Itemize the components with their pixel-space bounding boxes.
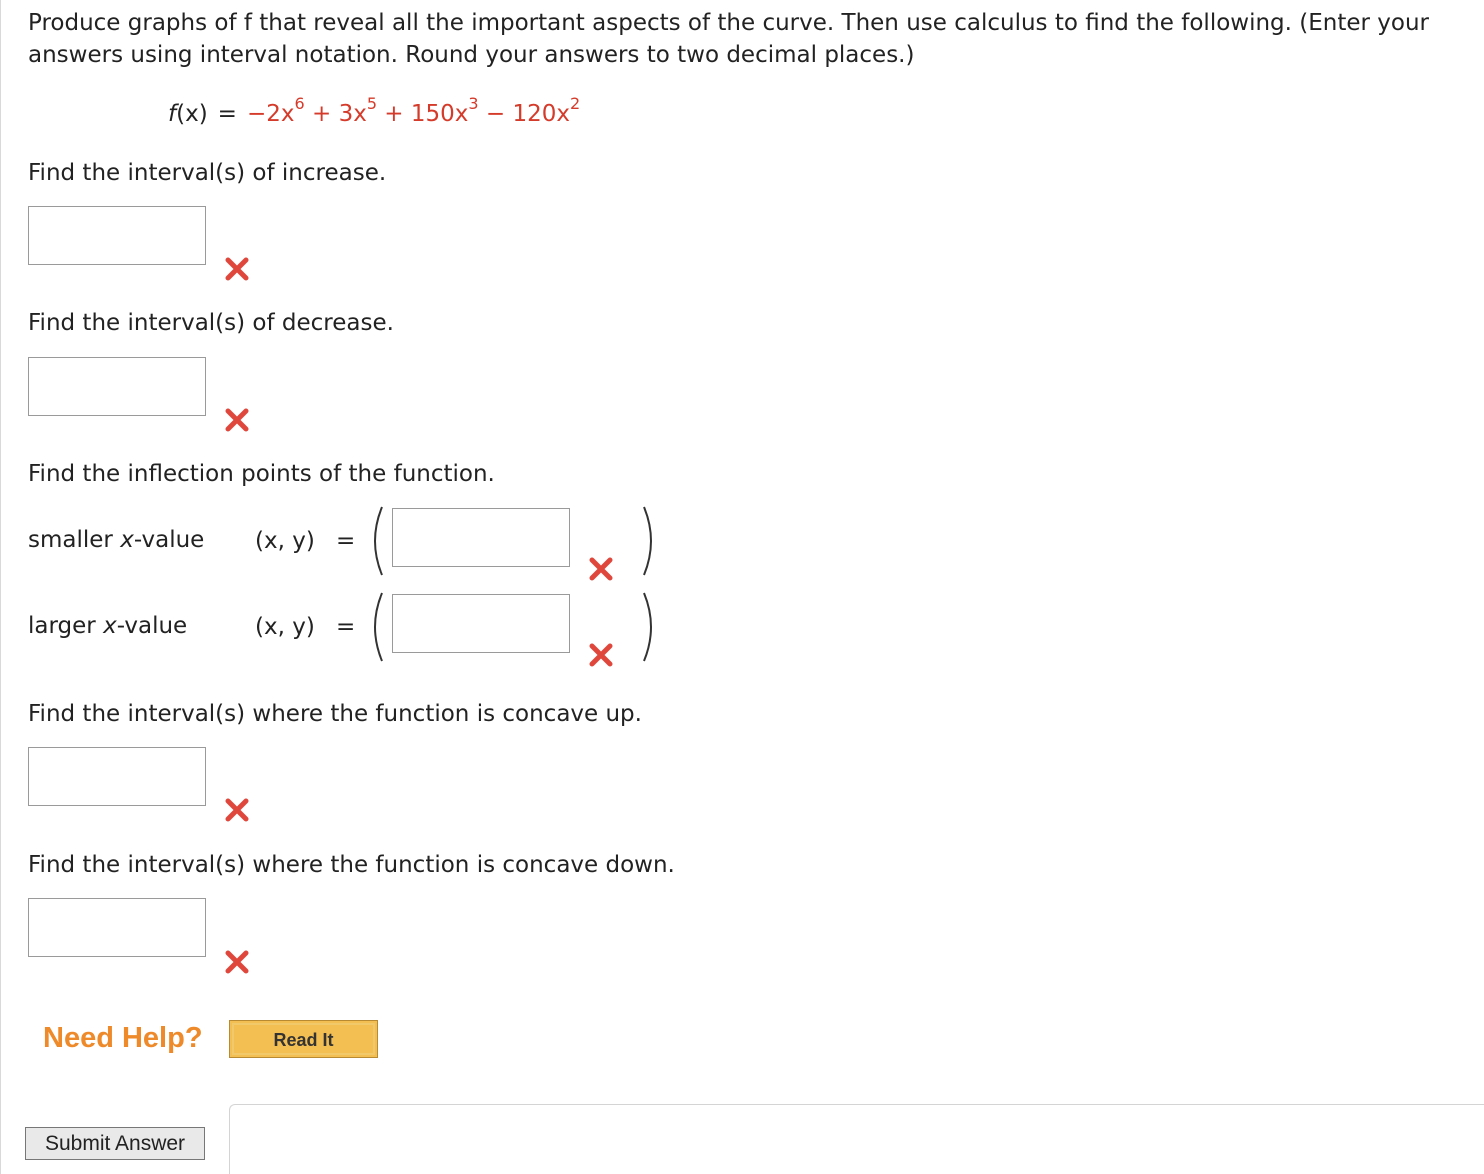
red-x-icon	[588, 557, 614, 581]
left-paren-icon	[366, 591, 386, 663]
right-paren-icon	[640, 591, 660, 663]
decrease-input[interactable]	[29, 358, 205, 415]
larger-equals: =	[336, 614, 356, 640]
formula-lhs: f(x)	[168, 101, 208, 127]
concave-up-prompt: Find the interval(s) where the function is concave up.	[28, 701, 642, 727]
red-x-icon	[224, 798, 250, 822]
smaller-x-label: smaller x-value	[28, 527, 205, 553]
page-left-border	[0, 0, 1, 1174]
smaller-inflection-input[interactable]	[393, 509, 569, 566]
larger-inflection-answer-box[interactable]	[392, 594, 570, 653]
decrease-answer-box[interactable]	[28, 357, 206, 416]
smaller-equals: =	[336, 528, 356, 554]
intro-text: Produce graphs of f that reveal all the important aspects of the curve. Then use calculus to find the following. (Enter your answers using interval notation. Round your answers to two decimal places.)	[28, 10, 1430, 68]
concave-down-input[interactable]	[29, 899, 205, 956]
left-paren-icon	[366, 505, 386, 577]
need-help-label: Need Help?	[43, 1022, 203, 1054]
question-intro	[28, 7, 1478, 71]
formula-rhs: $-2x^6 + 3x^5 + 150x^3 - 120x^2$	[246, 94, 581, 127]
larger-inflection-input[interactable]	[393, 595, 569, 652]
read-it-button[interactable]: Read It	[229, 1020, 378, 1058]
function-formula	[168, 94, 581, 130]
concave-down-answer-box[interactable]	[28, 898, 206, 957]
increase-answer-box[interactable]	[28, 206, 206, 265]
red-x-icon	[224, 408, 250, 432]
smaller-pair-label: (x, y)	[255, 528, 315, 554]
increase-input[interactable]	[29, 207, 205, 264]
larger-pair-label: (x, y)	[255, 614, 315, 640]
bottom-panel	[229, 1104, 1484, 1174]
decrease-prompt: Find the interval(s) of decrease.	[28, 310, 394, 336]
formula-equals: =	[217, 101, 237, 127]
increase-prompt: Find the interval(s) of increase.	[28, 160, 387, 186]
larger-x-label: larger x-value	[28, 613, 188, 639]
smaller-inflection-answer-box[interactable]	[392, 508, 570, 567]
concave-up-answer-box[interactable]	[28, 747, 206, 806]
red-x-icon	[588, 643, 614, 667]
right-paren-icon	[640, 505, 660, 577]
red-x-icon	[224, 950, 250, 974]
red-x-icon	[224, 257, 250, 281]
concave-down-prompt: Find the interval(s) where the function is concave down.	[28, 852, 675, 878]
submit-answer-button[interactable]: Submit Answer	[25, 1127, 205, 1160]
inflection-prompt: Find the inflection points of the function.	[28, 461, 495, 487]
concave-up-input[interactable]	[29, 748, 205, 805]
